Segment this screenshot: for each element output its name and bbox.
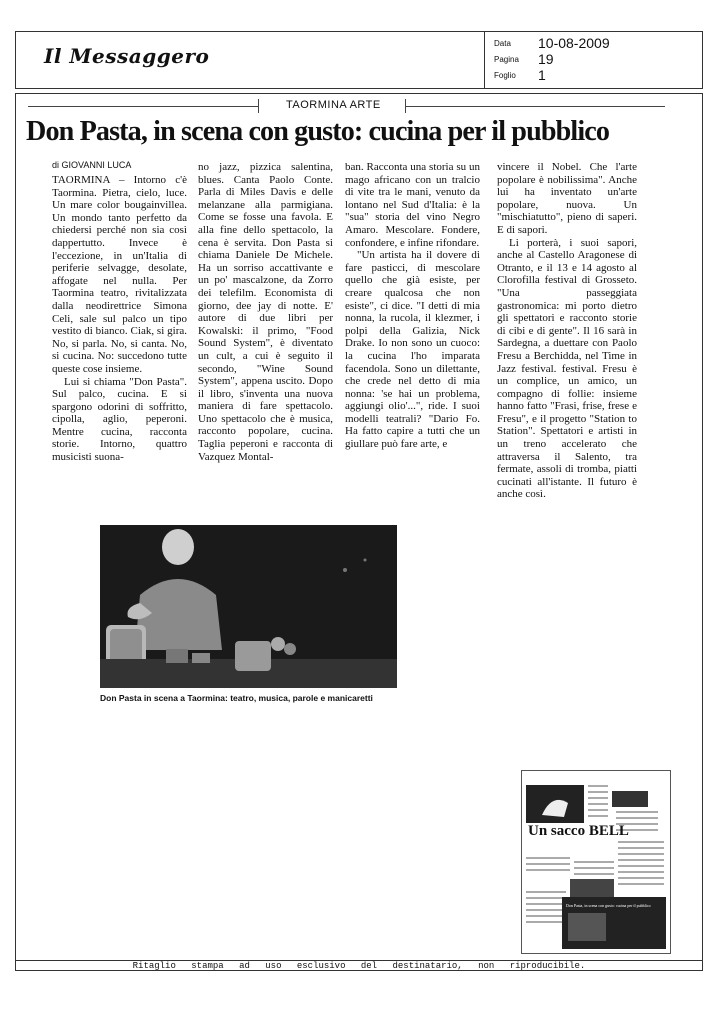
page-thumbnail (521, 770, 671, 954)
section-rule-left (28, 106, 258, 107)
paragraph: no jazz, pizzica salentina, blues. Canta Paolo Conte. Parla di Miles Davis e delle melanzane alla parmigiana. Come se fosse una favola. E alla fine dello spettacolo, la cena è servita. Don Pasta si chiama Daniele De Michele. Ha un sorriso accattivante e un po' mascalzone, da Zorro dei telefilm. Economista di giorno, dee jay di notte. E' autore di due libri per Kowalski: il primo, "Food Sound System", è diventato un cult, a cui è seguito il secondo, "Wine Sound System", appena uscito. Dopo il libro, s'inventa una nuova maniera di fare spettacolo. Uno spettacolo che è musica, racconto popolare, cucina. Taglia peperoni e racconta di Vazquez Montal- (198, 161, 333, 463)
sheet-label: Foglio (494, 70, 516, 80)
footer-disclaimer: Ritaglio stampa ad uso esclusivo del destinatario, non riproducibile. (15, 960, 703, 972)
article-photo (100, 525, 397, 688)
photo-illustration (100, 525, 397, 688)
page-value: 19 (538, 51, 554, 67)
thumbnail-small-headline: Don Pasta, in scena con gusto: cucina per il pubblico (566, 903, 651, 908)
sheet-value: 1 (538, 67, 546, 83)
article-column-2 (198, 161, 333, 463)
paragraph: vincere il Nobel. Che l'arte popolare è nobilissima". Anche lui ha inventato un'arte popolare, nuova. Un "mischiatutto", pieno di saperi. E di sapori. (497, 161, 637, 236)
paragraph: TAORMINA – Intorno c'è Taormina. Pietra, cielo, luce. Un mare color bougainvillea. Un mondo tanto perfetto da chiedersi perché non sia così dappertutto. Invece è l'eccezione, in un'Italia di periferie selvagge, desolate, affogate nel nulla. Per Taormina teatro, rivitalizzata dalla neodirettrice Simona Celi, sale sul palco un tipo vestito di bianco. Ciak, si gira. No, si parla. No, si canta. No, si cucina. No: succedono tutte queste cose insieme. (52, 174, 187, 375)
date-value: 10-08-2009 (538, 35, 610, 51)
section-tick-left (258, 99, 259, 113)
header-divider (484, 32, 485, 88)
byline: di GIOVANNI LUCA (52, 160, 132, 170)
article-headline: Don Pasta, in scena con gusto: cucina per il pubblico (26, 115, 610, 147)
section-label: TAORMINA ARTE (286, 99, 381, 111)
clipping-header (15, 31, 703, 89)
article-column-1 (52, 174, 187, 464)
paragraph: "Un artista ha il dovere di fare pasticci, di mescolare quello che già esiste, per creare qualcosa che non esiste", ci dice. "I detti di mia nonna, la rucola, il klezmer, i polpi della Galizia, Nick Drake. Io non sono un cuoco: la cucina l'ho imparata facendola. Sono un dilettante, che crede nel detto di mia nonna: 'se hai un problema, aggiungi olio'...", ride. I suoi modelli teatrali? "Dario Fo. Ha fatto capire a tutti che un giullare può fare arte, e (345, 249, 480, 451)
photo-caption: Don Pasta in scena a Taormina: teatro, musica, parole e manicaretti (100, 693, 373, 703)
page-label: Pagina (494, 54, 519, 64)
date-label: Data (494, 38, 511, 48)
clipping-metadata (494, 35, 610, 83)
paragraph: Lui si chiama "Don Pasta". Sul palco, cucina. E si spargono odorini di soffritto, cipolla, aglio, peperoni. Mentre cucina, racconta storie. Intorno, quattro musicisti suona- (52, 375, 187, 464)
section-rule-right (405, 106, 665, 107)
thumbnail-headline: Un sacco BELL (528, 823, 629, 839)
paragraph: ban. Racconta una storia su un mago africano con un tralcio di vite tra le mani, venuto da lontano nel Sud d'Italia: è la "sua" storia del vino Negro Amaro. Mescolare. Fondere, confondere, e infine rifondare. (345, 161, 480, 249)
paragraph: Li porterà, i suoi sapori, anche al Castello Aragonese di Otranto, e il 13 e 14 agosto al Clorofilla festival di Grosseto. "Una passeggiata gastronomica: mi porto dietro gli spettatori e racconto storie di cibi e di gente". Il 16 sarà in Sardegna, a duettare con Paolo Fresu a Berchidda, nel Time in Jazz festival. festival. Fresu è un complice, un amico, un compagno di follie: insieme hanno fatto "Frasi, frise, frese e Fresu", e il progetto "Station to Station". Spettatori e artisti in un treno accelerato che attraversa il Salento, tra fermate, assoli di tromba, piatti cucinati all'istante. Il futuro è anche così. (497, 236, 637, 501)
article-column-3 (345, 161, 480, 451)
article-column-4 (497, 161, 637, 501)
masthead: Il Messaggero (44, 44, 210, 68)
page-thumbnail-image (522, 771, 670, 953)
